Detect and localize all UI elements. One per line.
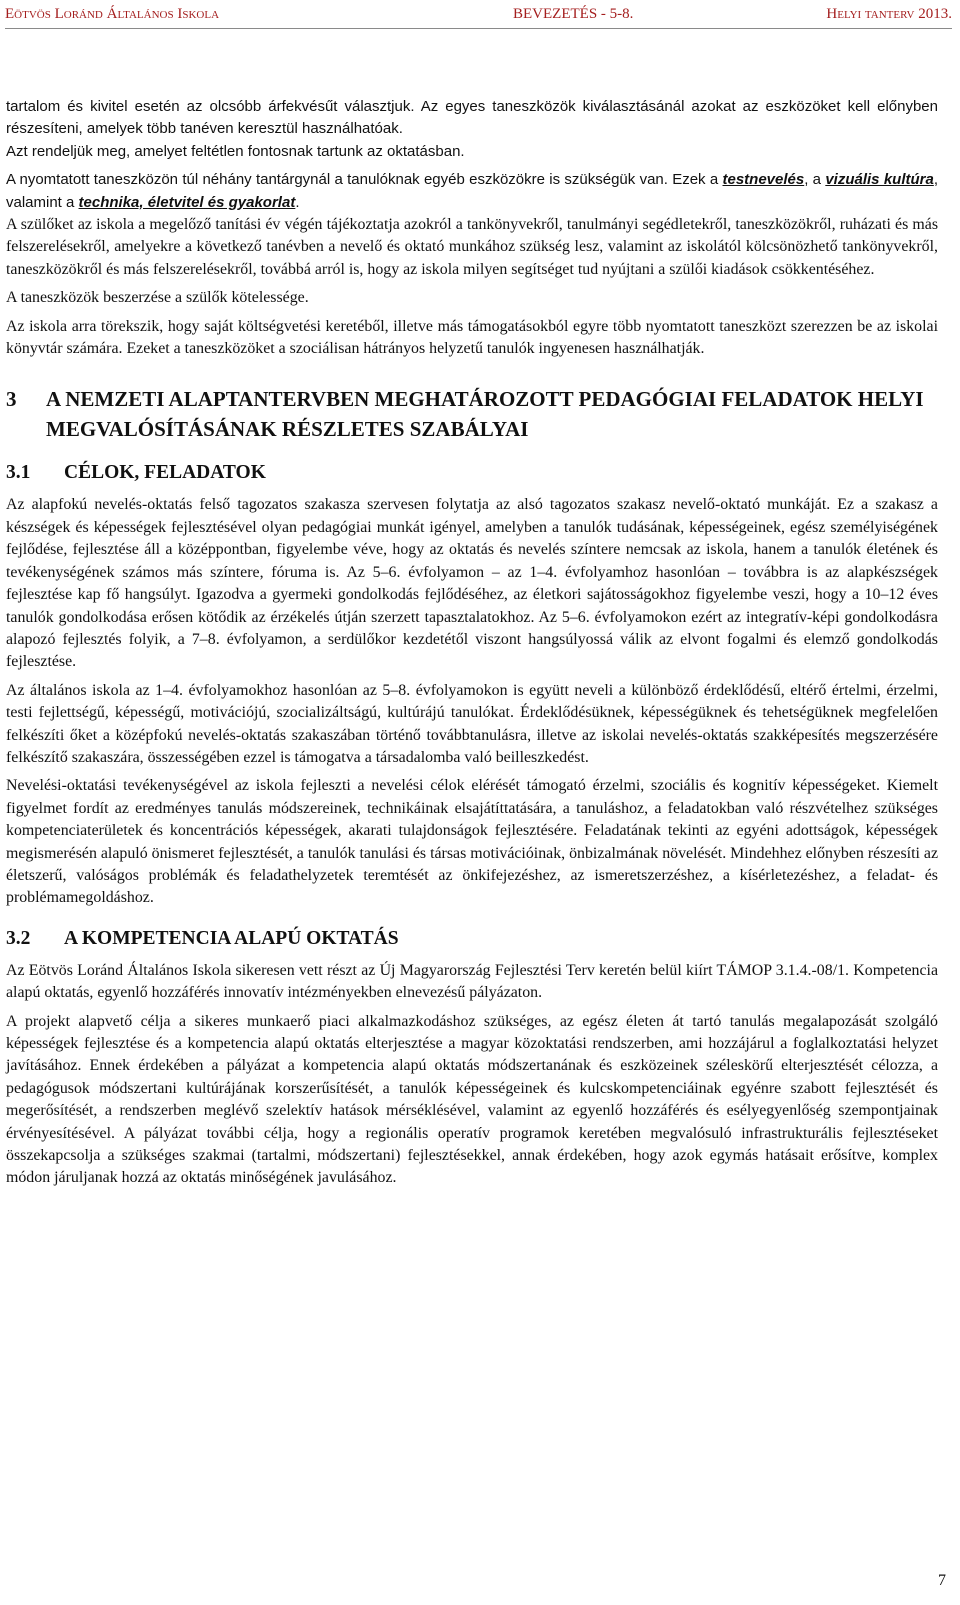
section-3-1-heading bbox=[6, 460, 938, 486]
section-3-2-heading bbox=[6, 926, 938, 952]
section-number: 3 bbox=[6, 387, 17, 412]
page-header bbox=[5, 2, 952, 29]
subject-link-testneveles: testnevelés bbox=[722, 171, 805, 189]
header-section: BEVEZETÉS - 5-8. bbox=[513, 6, 634, 22]
page-number: 7 bbox=[938, 1572, 946, 1589]
paragraph-celok-3: Nevelési-oktatási tevékenységével az iskola fejleszti a nevelési célok elérését támogató érzelmi, szociális és kognitív képességeket. Kiemelt figyelmet fordít az eredményes tanulás módszereinek, technikáinak elsajátíttatására, a tanuláshoz, a feladatokban való részvételhez szükséges kompetenciaterületek és koncentrációs képességek, akarati tulajdonságok fejlesztésére. Feladatának tekinti az egyéni adottságok, képességek megismerésén alapuló önismeret fejlesztését, a tanulók tanulási és társas motivációinak, önbizalmának növelését. Mindehhez előnyben részesíti az életszerű, valóságos problémák és feladathelyzetek teremtését az önkifejezéshez, az ismeretszerzéshez, a kísérletezéshez, a feladat- és problémamegoldáshoz. bbox=[6, 777, 938, 907]
section-3-heading bbox=[6, 384, 938, 444]
section-number: 3.1 bbox=[6, 462, 31, 484]
section-title: A NEMZETI ALAPTANTERVBEN MEGHATÁROZOTT PEDAGÓGIAI FELADATOK HELYI MEGVALÓSÍTÁSÁNAK RÉSZLETES SZABÁLYAI bbox=[46, 387, 924, 442]
subject-link-vizualis-kultura: vizuális kultúra bbox=[825, 171, 934, 189]
subject-link-technika: technika, életvitel és gyakorlat bbox=[78, 193, 296, 211]
paragraph-egyeb-eszkozok bbox=[6, 169, 938, 214]
paragraph-projekt-cel: A projekt alapvető célja a sikeres munkaerő piaci alkalmazkodáshoz szükséges, az egész életen át tartó tanulás megalapozását szolgáló képességek fejlesztése és a kompetencia alapú oktatás elterjesztése a magyar közoktatási rendszerben, ami hozzájárul a foglalkoztatási helyzet javításához. Ennek érdekében a pályázat a kompetencia alapú oktatás módszertanának és eszközeinek széleskörű elterjesztését célozza, a pedagógusok módszertani kultúrájának korszerűsítését, a tanulók képességeinek és kulcskompetenciáinak egyénre szabott fejlesztését és megerősítését, a rendszerben meglévő szelektív hatások mérséklésével, valamint az egyenlő hozzáférés és esélyegyenlőség szempontjainak érvényesítésével. A pályázat további célja, hogy a regionális operatív programok keretében megvalósuló infrastrukturális fejlesztéseket összekapcsolja a szükséges szakmai (tartalmi, módszertani) fejlesztésekkel, annak érdekében, hogy azok egymás hatásait erősítve, komplex módon járuljanak hozzá az oktatás minőségének javulásához. bbox=[6, 1012, 938, 1187]
section-title: CÉLOK, FELADATOK bbox=[64, 462, 266, 484]
text-span: , valamint a bbox=[6, 171, 938, 211]
paragraph-tamop: Az Eötvös Loránd Általános Iskola sikeresen vett részt az Új Magyarország Fejlesztési Terv keretén belül kiírt TÁMOP 3.1.4.-08/1. Kompetencia alapú oktatás, egyenlő hozzáférés innovatív intézményekben elnevezésű pályázaton. bbox=[6, 961, 938, 1002]
section-number: 3.2 bbox=[6, 927, 31, 949]
section-title: A KOMPETENCIA ALAPÚ OKTATÁS bbox=[64, 927, 399, 949]
text-span: A nyomtatott taneszközön túl néhány tantárgynál a tanulóknak egyéb eszközökre is szükségük van. Ezek a bbox=[6, 171, 723, 189]
paragraph-celok-2: Az általános iskola az 1–4. évfolyamokhoz hasonlóan az 5–8. évfolyamokon is együtt neveli a különböző érdeklődésű, eltérő értelmi, érzelmi, testi fejlettségű, képességű, motivációjú, szocializáltságú, kultúrájú tanulókat. Érdeklődésüknek, képességüknek és tehetségüknek megfelelően felkészíti őket a középfokú nevelés-oktatás szakaszában történő továbbtanulásra, illetve az iskolai nevelés-oktatás szakképesítés megszerzésére felkészítő szakaszára, összességében ezzel is támogatva a társadalomba való beilleszkedést. bbox=[6, 681, 938, 766]
paragraph-celok-1: Az alapfokú nevelés-oktatás felső tagozatos szakasza szervesen folytatja az alsó tagozatos szakasz nevelő-oktató munkáját. Ez a szakasz a készségek és képességek fejlesztésével olyan pedagógiai munkát igényel, amelyben a tanulók tudásának, képességeinek, egész személyiségének fejlődése, fejlesztése áll a középpontban, figyelembe véve, hogy az oktatás és nevelés színtere nemcsak az iskola, hanem a tanulók életének és tevékenységének számos más színtere, fóruma is. Az 5–6. évfolyamon – az 1–4. évfolyamhoz hasonlóan – továbbra is az alapkészségek fejlesztése kap fő hangsúlyt. Igazodva a gyermeki gondolkodás fejlődéséhez, az életkori sajátosságokhoz figyelembe veszi, hogy a 10–12 éves tanulók gondolkodása erősen kötődik az érzékelés útján szerzett tapasztalatokhoz. Az 5–6. évfolyamokon ezért az integratív-képi gondolkodásra alapozó fejlesztés folyik, a 7–8. évfolyamon, a serdülőkor kezdetétől viszont hangsúlyossá válik az elvont fogalmi és elemző gondolkodás fejlesztése. bbox=[6, 496, 938, 671]
paragraph-szulok-tajekoztatasa: A szülőket az iskola a megelőző tanítási év végén tájékoztatja azokról a tankönyvekről, tanulmányi segédletekről, taneszközökről, ruházati és más felszerelésekről, amelyekre a következő tanévben a nevelő és oktató munkához szükség lesz, valamint az iskolától kölcsönözhető tankönyvekről, taneszközökről és más felszerelésekről, továbbá arról is, hogy az iskola milyen segítséget tud nyújtani a szülői kiadások csökkentéséhez. bbox=[6, 216, 938, 278]
paragraph-konyvtar: Az iskola arra törekszik, hogy saját költségvetési keretéből, illetve más támogatásokból egyre több nyomtatott taneszközt szerezzen be az iskolai könyvtár számára. Ezeket a taneszközöket a szociálisan hátrányos helyzetű tanulók ingyenesen használhatják. bbox=[6, 317, 938, 358]
page-body bbox=[6, 96, 938, 1196]
paragraph-rendeles: Azt rendeljük meg, amelyet feltétlen fontosnak tartunk az oktatásban. bbox=[6, 142, 465, 160]
header-document-title: Helyi tanterv 2013. bbox=[826, 6, 952, 22]
header-school-name: Eötvös Loránd Általános Iskola bbox=[5, 6, 220, 22]
text-span: , a bbox=[804, 171, 826, 189]
paragraph-taneszkoz-valasztas: tartalom és kivitel esetén az olcsóbb árfekvésűt választjuk. Az egyes taneszközök kiválasztásánál azokat az eszközöket kell előnyben részesíteni, amelyek több tanéven keresztül használhatóak. bbox=[6, 98, 938, 138]
paragraph-szulok-kotelessege: A taneszközök beszerzése a szülők kötelessége. bbox=[6, 289, 309, 307]
text-span: . bbox=[295, 193, 300, 211]
